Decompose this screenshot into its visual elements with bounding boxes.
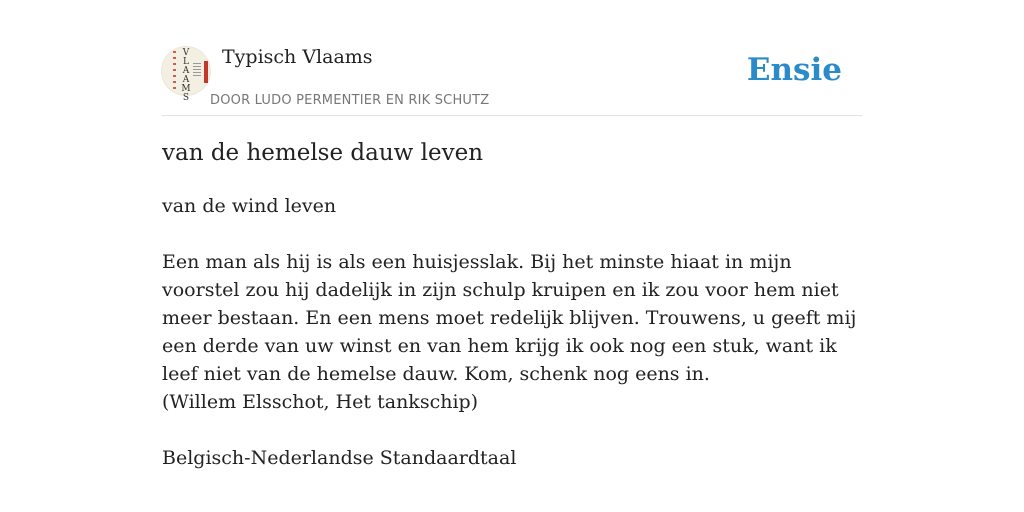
avatar-red-bar: [204, 61, 208, 83]
avatar-text-lines: [193, 63, 201, 77]
entry-title: van de hemelse dauw leven: [162, 140, 484, 166]
entry-language-label: Belgisch-Nederlandse Standaardtaal: [162, 447, 517, 469]
avatar-letters: V L A A M S: [181, 48, 191, 103]
spacer: [162, 416, 862, 444]
ensie-logo-link[interactable]: Ensie: [746, 52, 842, 88]
typisch-vlaams-avatar-icon[interactable]: [162, 47, 210, 103]
site-title-link[interactable]: Typisch Vlaams: [222, 46, 373, 68]
entry-example-text: Een man als hij is als een huisjesslak. Bij het minste hiaat in mijn voorstel zou hij dadelijk in zijn schulp kruipen en ik zou voor hem niet meer bestaan. En een mens moet redelijk blijven. Trouwens, u geeft mij een derde van uw winst en van hem krijg ik ook nog een stuk, want ik leef niet van de hemelse dauw. Kom, schenk nog eens in.: [162, 251, 857, 385]
page-container: [162, 0, 862, 512]
authors-byline: DOOR LUDO PERMENTIER EN RIK SCHUTZ: [210, 93, 490, 108]
avatar-red-column: [173, 51, 176, 91]
spacer: [162, 220, 862, 248]
entry-body: [162, 192, 862, 472]
site-header: [162, 0, 862, 116]
entry-source: (Willem Elsschot, Het tankschip): [162, 391, 479, 413]
entry-definition: van de wind leven: [162, 195, 337, 217]
